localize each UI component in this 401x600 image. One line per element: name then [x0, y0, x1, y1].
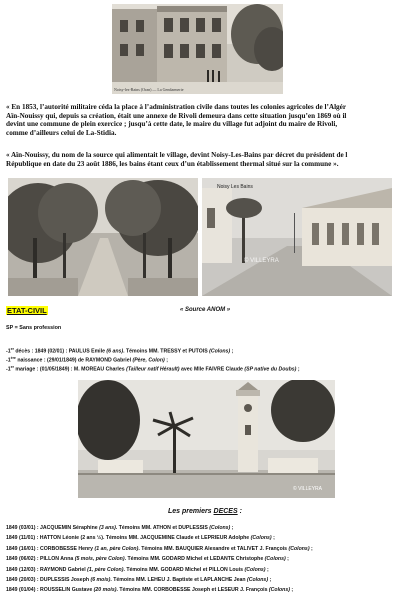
street-photo-caption: Noisy Les Bains	[217, 184, 253, 190]
death-record-row: 1849 (12/03) : RAYMOND Gabriel (1, père Colon). Témoins MM. GODARD Michel et PILLON Louis (Colons) ;	[6, 567, 269, 573]
first-event-row: -1ère naissance : (29/01/1849) de RAYMOND Gabriel (Père, Colon) ;	[6, 356, 168, 364]
village-street-illustration	[202, 178, 392, 296]
gendarmerie-caption: Noisy-les-Bains (Oran) — La Gendarmerie	[114, 87, 184, 92]
tower-palm-illustration	[78, 380, 335, 498]
sp-legend: SP = Sans profession	[6, 325, 62, 331]
history-paragraph-1	[6, 103, 397, 137]
street-photo-right	[202, 178, 392, 296]
death-record-row: 1849 (11/01) : HATTON Léonie (2 ans ½). Témoins MM. JACQUEMINE Claude et LEPRIEUR Adolphe (Colons) ;	[6, 535, 275, 541]
paragraph-line: « Aïn-Nouissy, du nom de la source qui alimentait le village, devint Noisy-Les-Bains par décret du président de l	[6, 151, 348, 159]
paragraph-line: Aïn-Nouissy qui, depuis sa création, était une annexe de Rivoli demeura dans cette situation jusqu’en 1869 où il	[6, 111, 347, 120]
death-record-row: 1849 (06/02) : PILLON Anna (5 mois, père Colon). Témoins MM. GODARD Michel et LEDANTE Christophe (Colons) ;	[6, 556, 289, 562]
death-record-row: 1849 (01/04) : ROUSSELIN Gustave (20 mois). Témoins MM. CORBOBESSE Joseph et LESEUR J. François (Colons) ;	[6, 587, 294, 593]
paragraph-line: devint une commune de plein exercice ; jusqu’à cette date, le maire du village fut adjoint du maire de Rivoli,	[6, 120, 338, 129]
death-record-row: 1849 (20/03) : DUPLESSIS Joseph (6 mois). Témoins MM. LEHEU J. Baptiste et LAPLANCHE Jean (Colons) ;	[6, 577, 272, 583]
gendarmerie-photo	[112, 4, 283, 94]
photo-watermark: © VILLEYRA	[244, 258, 279, 264]
photo-watermark: © VILLEYRA	[293, 486, 322, 492]
deces-heading: Les premiers DECES :	[168, 508, 242, 515]
source-note: « Source ANOM »	[180, 307, 231, 313]
tree-lined-road-illustration	[8, 178, 198, 296]
death-record-row: 1849 (16/01) : CORBOBESSE Henry (1 an, père Colon). Témoins MM. BAUQUIER Alexandre et TALIVET J. François (Colons) ;	[6, 546, 313, 552]
first-event-row: -1er décès : 1849 (02/01) : PAULUS Emile (6 ans). Témoins MM. TRESSY et PUTOIS (Colons) ;	[6, 347, 234, 355]
church-tower-photo	[78, 380, 335, 498]
street-photo-left	[8, 178, 198, 296]
death-record-row: 1849 (03/01) : JACQUEMIN Séraphine (3 ans). Témoins MM. ATHON et DUPLESSIS (Colons) ;	[6, 525, 234, 531]
paragraph-line: République en date du 23 août 1886, les bains étant ceux d’un établissement thermal situé sur la commune ».	[6, 159, 339, 168]
etat-civil-heading: ETAT-CIVIL	[7, 306, 47, 315]
history-paragraph-2	[6, 151, 397, 168]
paragraph-line: comme d’ailleurs celui de La-Stidia.	[6, 128, 117, 137]
gendarmerie-illustration	[112, 4, 283, 94]
first-event-row: -1er mariage : (01/05/1849) : M. MOREAU Charles (Tailleur natif Hérault) avec Mlle FAIVRE Claude (SP native du Doubs) ;	[6, 365, 300, 373]
paragraph-line: « En 1853, l’autorité militaire céda la place à l’administration civile dans toutes les colonies agricoles de l’Algér	[6, 103, 347, 111]
